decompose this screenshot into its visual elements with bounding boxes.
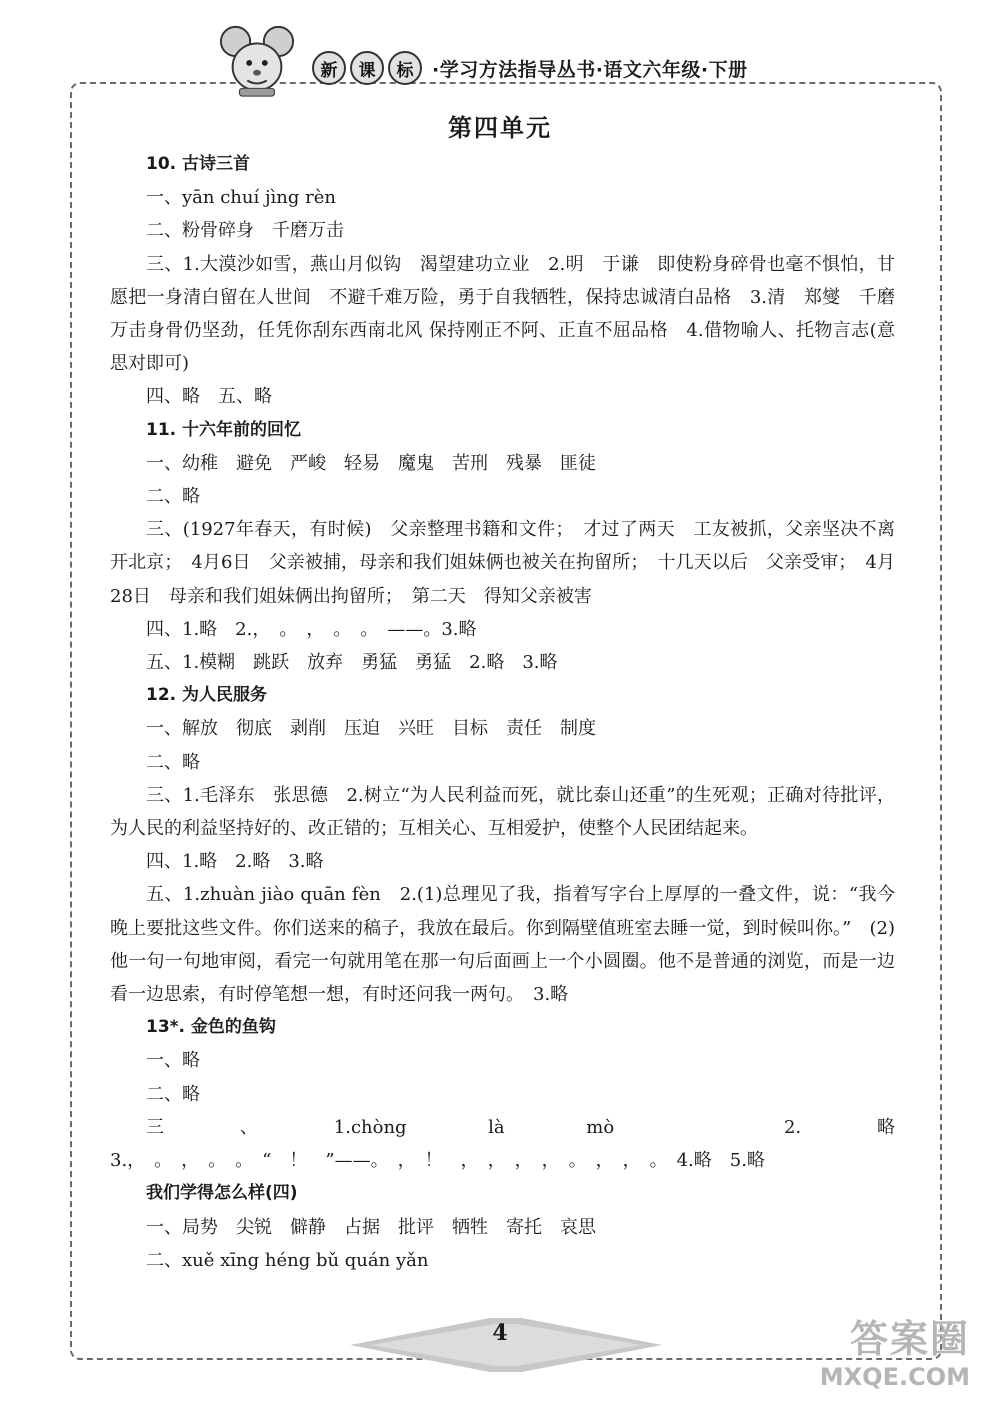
answer-line: 二、略 [146, 1083, 200, 1105]
answer-line: 三、1.chòng là mò 2.略 3.， 。 ， 。 。 “ ！ ”——。 ， ！ ， ， ， ， 。 ， ， 。 4.略 5.略 [110, 1116, 913, 1172]
mouse-mascot-icon [218, 22, 296, 100]
answer-line: 一、幼稚 避免 严峻 轻易 魔鬼 苦刑 残暴 匪徒 [146, 452, 596, 474]
answer-line: 一、局势 尖锐 僻静 占据 批评 牺牲 寄托 哀思 [146, 1216, 596, 1238]
section-heading: 我们学得怎么样(四) [146, 1183, 298, 1204]
logo-char: 标 [388, 51, 422, 85]
section-heading: 11. 十六年前的回忆 [146, 419, 302, 440]
answer-line: 一、yān chuí jìng rèn [146, 187, 336, 209]
answer-line: 一、略 [146, 1050, 200, 1072]
section-heading: 10. 古诗三首 [146, 154, 251, 174]
answer-line: 一、解放 彻底 剥削 压迫 兴旺 目标 责任 制度 [146, 718, 596, 740]
answer-line: 五、1.模糊 跳跃 放弃 勇猛 勇猛 2.略 3.略 [146, 652, 558, 674]
answer-line: 三、1.大漠沙如雪，燕山月似钩 渴望建功立业 2.明 于谦 即使粉身碎骨也毫不惧怕，甘愿把一身清白留在人世间 不避千难万险，勇于自我牺牲，保持忠诚清白品格 3.清 郑燮 千磨万击身骨仍坚劲，任凭你刮东西南北风 保持刚正不阿、正直不屈品格 4.借物喻人、托物言志(意思对即可) [110, 253, 895, 375]
section-heading: 13*. 金色的鱼钩 [146, 1017, 276, 1038]
answer-line: 二、略 [146, 751, 200, 773]
answer-content [110, 148, 913, 1277]
book-header [312, 48, 748, 88]
answer-line: 三、(1927年春天，有时候) 父亲整理书籍和文件； 才过了两天 工友被抓，父亲坚决不离开北京； 4月6日 父亲被捕，母亲和我们姐妹俩也被关在拘留所； 十几天以后 父亲受审； 4月28日 母亲和我们姐妹俩出拘留所； 第二天 得知父亲被害 [110, 519, 895, 607]
answer-line: 二、粉骨碎身 千磨万击 [146, 220, 344, 242]
answer-line: 二、xuě xīng héng bǔ quán yǎn [146, 1249, 429, 1271]
answer-line: 二、略 [146, 486, 200, 508]
watermark-logo: 答案圈 [849, 1317, 970, 1361]
series-title: ·学习方法指导丛书·语文六年级·下册 [432, 58, 748, 81]
logo-char: 课 [350, 51, 384, 85]
answer-line: 四、1.略 2.略 3.略 [146, 851, 324, 873]
unit-title: 第四单元 [448, 114, 552, 142]
watermark-url: MXQE.COM [819, 1363, 970, 1391]
logo-char: 新 [312, 51, 346, 85]
answer-line: 三、1.毛泽东 张思德 2.树立“为人民利益而死，就比泰山还重”的生死观；正确对待批评，为人民的利益坚持好的、改正错的；互相关心、互相爱护，使整个人民团结起来。 [110, 784, 895, 840]
answer-line: 五、1.zhuàn jiào quān fèn 2.(1)总理见了我，指着写字台上厚厚的一叠文件，说：“我今晚上要批这些文件。你们送来的稿子，我放在最后。你到隔壁值班室去睡一觉，到时候叫你。” (2)他一句一句地审阅，看完一句就用笔在那一句后面画上一个小圆圈。他不是普通的浏览，而是一边看一边思索，有时停笔想一想，有时还问我一两句。 3.略 [110, 884, 895, 1006]
answer-line: 四、1.略 2.， 。 ， 。 。 ——。3.略 [146, 618, 477, 640]
section-heading: 12. 为人民服务 [146, 685, 268, 706]
answer-line: 四、略 五、略 [146, 386, 272, 408]
page-number: 4 [492, 1320, 508, 1346]
watermark [820, 1308, 970, 1391]
